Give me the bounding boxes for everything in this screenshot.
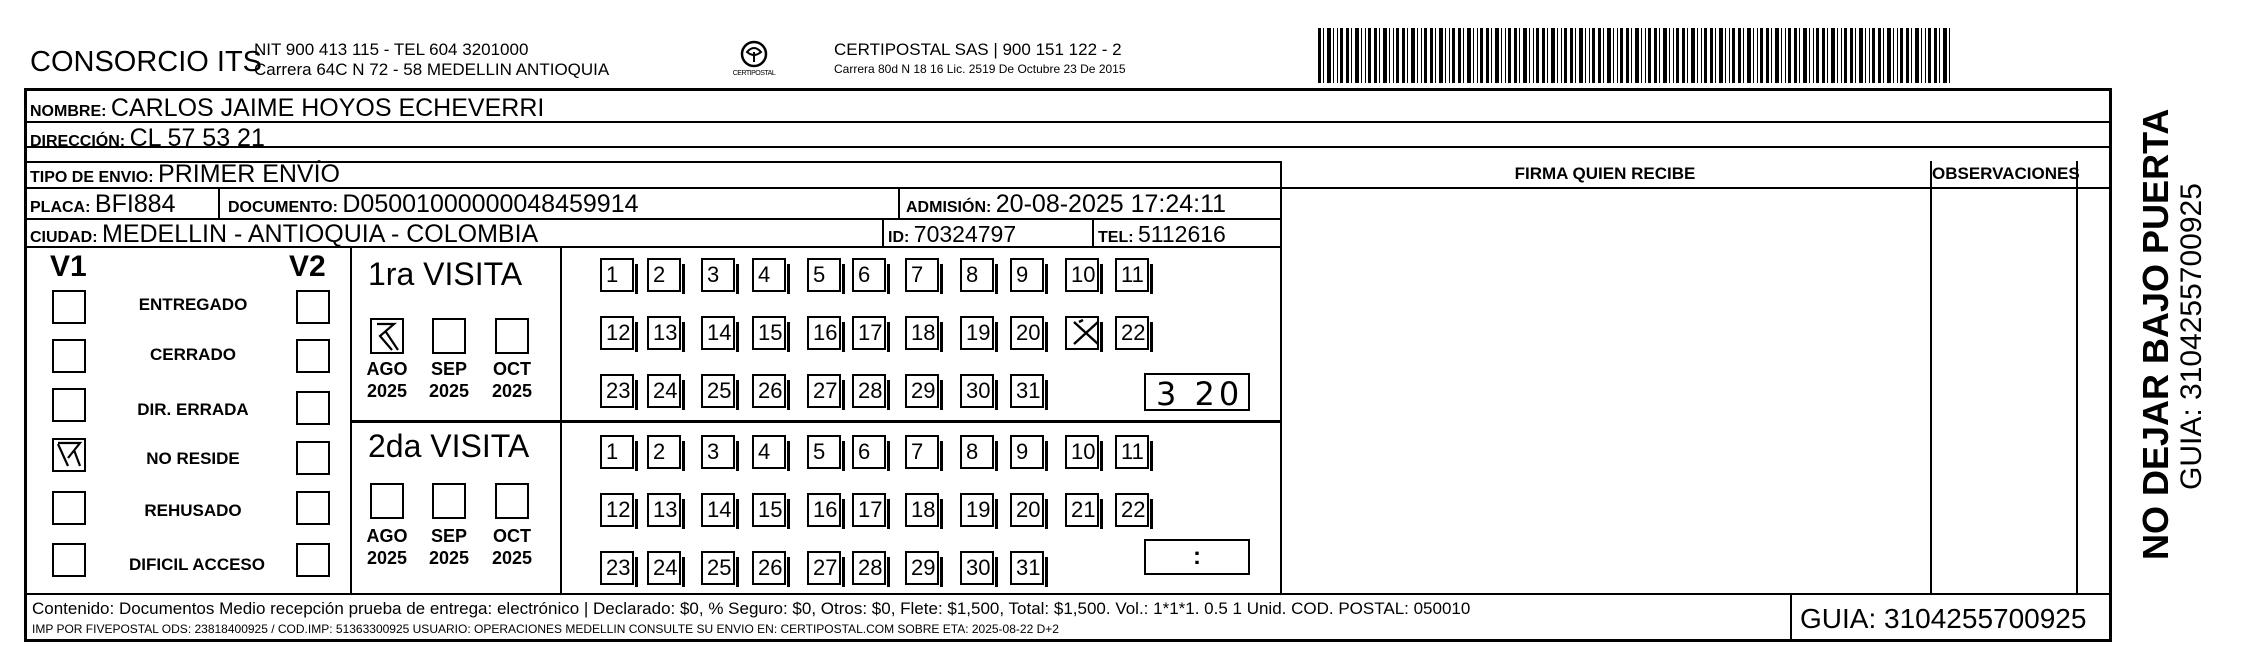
year-label: 2025	[428, 381, 470, 401]
second-visit-day-31[interactable]: 31	[1010, 551, 1044, 585]
first-visit-day-6[interactable]: 6	[852, 258, 886, 292]
first-visit-day-3[interactable]: 3	[701, 258, 735, 292]
month-sep-label: SEP	[430, 526, 468, 546]
second-visit-day-8[interactable]: 8	[960, 435, 994, 469]
second-visit-day-1[interactable]: 1	[600, 435, 634, 469]
v1-label: V1	[50, 250, 87, 283]
status-cerrado: CERRADO	[150, 345, 236, 364]
tel-value: 5112616	[1138, 221, 1226, 247]
first-visit-day-24[interactable]: 24	[647, 374, 681, 408]
first-visit-time-box[interactable]	[1144, 373, 1250, 411]
second-visit-day-5[interactable]: 5	[807, 435, 841, 469]
month-sep-label: SEP	[430, 359, 468, 379]
first-visit-day-22[interactable]: 22	[1115, 316, 1149, 350]
first-visit-day-8[interactable]: 8	[960, 258, 994, 292]
v2-checkbox-rehusado[interactable]	[296, 491, 330, 525]
v1-checkbox-dir-errada[interactable]	[52, 388, 86, 422]
v2-checkbox-dificil-acceso[interactable]	[296, 543, 330, 577]
first-visit-day-17[interactable]: 17	[852, 316, 886, 350]
v1-checkbox-rehusado[interactable]	[52, 491, 86, 525]
v2-checkbox-dir-errada[interactable]	[296, 391, 330, 425]
second-visit-time-box[interactable]	[1144, 539, 1250, 575]
company-nit-tel: NIT 900 413 115 - TEL 604 3201000	[254, 40, 529, 59]
v2-label: V2	[289, 250, 326, 283]
first-visit-day-31[interactable]: 31	[1010, 374, 1044, 408]
second-visit-day-29[interactable]: 29	[905, 551, 939, 585]
placa-label: PLACA:	[30, 199, 91, 216]
first-visit-month-oct	[482, 358, 542, 402]
first-visit-day-29[interactable]: 29	[905, 374, 939, 408]
month-oct-label: OCT	[493, 359, 531, 379]
first-visit-title: 1ra VISITA	[368, 256, 523, 292]
tipo-envio-label: TIPO DE ENVIO:	[30, 169, 154, 186]
tel-label: TEL:	[1098, 229, 1134, 246]
first-visit-day-21[interactable]	[1065, 316, 1099, 350]
second-visit-month-sep	[419, 525, 479, 569]
second-visit-title: 2da VISITA	[368, 428, 530, 464]
admision-label: ADMISIÓN:	[906, 199, 992, 216]
nombre-label: NOMBRE:	[30, 103, 107, 120]
side-guia: GUIA: 3104255700925	[2175, 183, 2208, 490]
handwritten-time: 3 20	[1156, 375, 1244, 413]
first-visit-day-26[interactable]: 26	[752, 374, 786, 408]
first-visit-day-7[interactable]: 7	[905, 258, 939, 292]
year-label: 2025	[491, 381, 533, 401]
footer-contenido: Contenido: Documentos Medio recepción prueba de entrega: electrónico | Declarado: $0, % Seguro: $0, Otros: $0, Flete: $1,500, Total: $1,500. Vol.: 1*1*1. 0.5 1 Unid. COD. POSTAL: 050010	[32, 599, 1471, 618]
first-visit-day-28[interactable]: 28	[852, 374, 886, 408]
second-visit-day-23[interactable]: 23	[600, 551, 634, 585]
handwritten-x-icon	[1071, 318, 1101, 348]
v1-checkbox-no-reside[interactable]	[52, 438, 86, 472]
handwritten-check-icon	[372, 320, 402, 352]
ciudad-value: MEDELLIN - ANTIOQUIA - COLOMBIA	[102, 220, 539, 248]
v2-checkbox-no-reside[interactable]	[296, 441, 330, 475]
ciudad-label: CIUDAD:	[30, 229, 98, 246]
year-label: 2025	[366, 381, 408, 401]
second-visit-month-oct	[482, 525, 542, 569]
nombre-value: CARLOS JAIME HOYOS ECHEVERRI	[110, 94, 545, 122]
first-visit-day-13[interactable]: 13	[647, 316, 681, 350]
year-label: 2025	[428, 548, 470, 568]
first-visit-day-4[interactable]: 4	[752, 258, 786, 292]
v1-checkbox-dificil-acceso[interactable]	[52, 543, 86, 577]
first-visit-day-10[interactable]: 10	[1065, 258, 1099, 292]
second-visit-day-15[interactable]: 15	[752, 493, 786, 527]
company-name: CONSORCIO ITS	[30, 46, 263, 78]
company-address: Carrera 64C N 72 - 58 MEDELLIN ANTIOQUIA	[254, 60, 610, 79]
status-dificil-acceso: DIFICIL ACCESO	[128, 555, 265, 574]
documento-label: DOCUMENTO:	[228, 199, 338, 216]
first-visit-month-ago	[357, 358, 417, 402]
first-visit-month-oct-checkbox[interactable]	[495, 318, 529, 354]
second-visit-day-26[interactable]: 26	[752, 551, 786, 585]
second-visit-day-18[interactable]: 18	[905, 493, 939, 527]
second-visit-day-13[interactable]: 13	[647, 493, 681, 527]
footer-guia: GUIA: 3104255700925	[1800, 603, 2087, 634]
first-visit-day-23[interactable]: 23	[600, 374, 634, 408]
second-visit-day-19[interactable]: 19	[960, 493, 994, 527]
courier-address: Carrera 80d N 18 16 Lic. 2519 De Octubre 23 De 2015	[834, 62, 1126, 76]
v1-checkbox-cerrado[interactable]	[52, 339, 86, 373]
second-visit-month-oct-checkbox[interactable]	[495, 483, 529, 519]
handwritten-mark-icon	[54, 440, 84, 470]
first-visit-day-5[interactable]: 5	[807, 258, 841, 292]
second-visit-day-27[interactable]: 27	[807, 551, 841, 585]
tipo-envio-value: PRIMER ENVÍO	[158, 160, 341, 188]
second-visit-month-sep-checkbox[interactable]	[432, 483, 466, 519]
month-oct-label: OCT	[493, 526, 531, 546]
second-visit-day-3[interactable]: 3	[701, 435, 735, 469]
first-visit-day-16[interactable]: 16	[807, 316, 841, 350]
status-entregado: ENTREGADO	[138, 295, 248, 314]
first-visit-day-2[interactable]: 2	[647, 258, 681, 292]
second-visit-day-24[interactable]: 24	[647, 551, 681, 585]
second-visit-day-25[interactable]: 25	[701, 551, 735, 585]
second-visit-day-9[interactable]: 9	[1010, 435, 1044, 469]
side-warning: NO DEJAR BAJO PUERTA	[2135, 108, 2176, 560]
time-placeholder: :	[1193, 543, 1201, 570]
v2-checkbox-cerrado[interactable]	[296, 339, 330, 373]
logo-text: CERTIPOSTAL	[732, 70, 776, 77]
courier-name: CERTIPOSTAL SAS | 900 151 122 - 2	[834, 40, 1122, 59]
month-ago-label: AGO	[366, 526, 408, 546]
v2-checkbox-entregado[interactable]	[296, 290, 330, 324]
second-visit-day-22[interactable]: 22	[1115, 493, 1149, 527]
firma-header: FIRMA QUIEN RECIBE	[1514, 164, 1696, 183]
second-visit-day-20[interactable]: 20	[1010, 493, 1044, 527]
id-value: 70324797	[913, 221, 1017, 247]
first-visit-month-sep	[419, 358, 479, 402]
year-label: 2025	[491, 548, 533, 568]
observaciones-header: OBSERVACIONES	[1932, 164, 2080, 183]
second-visit-day-17[interactable]: 17	[852, 493, 886, 527]
first-visit-day-27[interactable]: 27	[807, 374, 841, 408]
direccion-label: DIRECCIÓN:	[30, 133, 126, 150]
second-visit-day-10[interactable]: 10	[1065, 435, 1099, 469]
second-visit-day-16[interactable]: 16	[807, 493, 841, 527]
second-visit-day-11[interactable]: 11	[1115, 435, 1149, 469]
second-visit-day-7[interactable]: 7	[905, 435, 939, 469]
year-label: 2025	[366, 548, 408, 568]
v1-checkbox-entregado[interactable]	[52, 290, 86, 324]
first-visit-day-18[interactable]: 18	[905, 316, 939, 350]
second-visit-day-21[interactable]: 21	[1065, 493, 1099, 527]
status-no-reside: NO RESIDE	[146, 449, 240, 468]
barcode	[1318, 28, 1951, 83]
certipostal-logo	[730, 36, 778, 86]
first-visit-day-1[interactable]: 1	[600, 258, 634, 292]
second-visit-day-4[interactable]: 4	[752, 435, 786, 469]
documento-value: D05001000000048459914	[342, 190, 639, 218]
first-visit-day-11[interactable]: 11	[1115, 258, 1149, 292]
id-label: ID:	[888, 229, 910, 246]
first-visit-day-20[interactable]: 20	[1010, 316, 1044, 350]
first-visit-day-15[interactable]: 15	[752, 316, 786, 350]
second-visit-day-14[interactable]: 14	[701, 493, 735, 527]
footer-imp: IMP POR FIVEPOSTAL ODS: 23818400925 / COD.IMP: 51363300925 USUARIO: OPERACIONES MEDELLIN CONSULTE SU ENVIO EN: CERTIPOSTAL.COM SOBRE ETA: 2025-08-22 D+2	[32, 622, 1059, 636]
first-visit-day-30[interactable]: 30	[960, 374, 994, 408]
status-dir-errada: DIR. ERRADA	[137, 400, 249, 419]
first-visit-day-25[interactable]: 25	[701, 374, 735, 408]
placa-value: BFI884	[94, 190, 176, 218]
first-visit-day-19[interactable]: 19	[960, 316, 994, 350]
second-visit-day-2[interactable]: 2	[647, 435, 681, 469]
second-visit-day-30[interactable]: 30	[960, 551, 994, 585]
second-visit-month-ago-checkbox[interactable]	[370, 483, 404, 519]
direccion-value: CL 57 53 21	[129, 124, 265, 152]
first-visit-month-sep-checkbox[interactable]	[432, 318, 466, 354]
admision-value: 20-08-2025 17:24:11	[995, 190, 1227, 218]
second-visit-month-ago	[357, 525, 417, 569]
second-visit-day-12[interactable]: 12	[600, 493, 634, 527]
first-visit-month-ago-checkbox[interactable]	[370, 318, 404, 354]
first-visit-day-14[interactable]: 14	[701, 316, 735, 350]
first-visit-day-12[interactable]: 12	[600, 316, 634, 350]
first-visit-day-9[interactable]: 9	[1010, 258, 1044, 292]
second-visit-day-6[interactable]: 6	[852, 435, 886, 469]
status-rehusado: REHUSADO	[144, 501, 242, 520]
month-ago-label: AGO	[366, 359, 408, 379]
second-visit-day-28[interactable]: 28	[852, 551, 886, 585]
